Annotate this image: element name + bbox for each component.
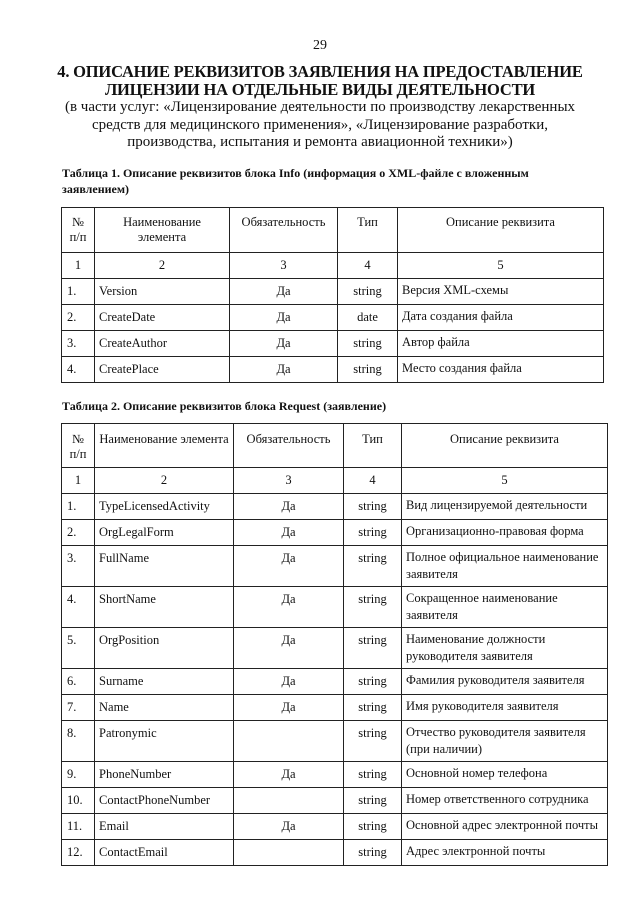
- description-cell: Вид лицензируемой деятельности: [402, 494, 608, 520]
- type-cell: string: [344, 762, 402, 788]
- table-row: [62, 814, 608, 840]
- required-cell: Да: [234, 587, 344, 628]
- required-cell: [234, 840, 344, 866]
- description-cell: Место создания файла: [398, 357, 604, 383]
- table-row: [62, 279, 604, 305]
- type-cell: string: [344, 587, 402, 628]
- table-index-row: [62, 468, 608, 494]
- row-number-cell: 12.: [62, 840, 95, 866]
- type-cell: string: [344, 721, 402, 762]
- index-cell: 1: [62, 253, 95, 279]
- table-row: [62, 695, 608, 721]
- type-cell: string: [344, 840, 402, 866]
- section-subtitle-line: средств для медицинского применения», «Лицензирование разработки,: [92, 116, 548, 133]
- header-cell-required: Обязательность: [230, 208, 338, 253]
- description-cell: Автор файла: [398, 331, 604, 357]
- description-cell: Полное официальное наименование заявителя: [402, 546, 608, 587]
- required-cell: Да: [234, 494, 344, 520]
- required-cell: Да: [230, 357, 338, 383]
- type-cell: string: [344, 628, 402, 669]
- index-cell: 2: [95, 468, 234, 494]
- table-row: [62, 762, 608, 788]
- section-subtitle: [50, 99, 590, 152]
- description-cell: Имя руководителя заявителя: [402, 695, 608, 721]
- element-name-cell: ContactEmail: [95, 840, 234, 866]
- index-cell: 3: [230, 253, 338, 279]
- section-subtitle-line: производства, испытания и ремонта авиационной техники»): [127, 134, 513, 150]
- row-number-cell: 7.: [62, 695, 95, 721]
- description-cell: Дата создания файла: [398, 305, 604, 331]
- required-cell: Да: [234, 814, 344, 840]
- element-name-cell: Name: [95, 695, 234, 721]
- table-row: [62, 305, 604, 331]
- row-number-cell: 4.: [62, 357, 95, 383]
- required-cell: [234, 788, 344, 814]
- index-cell: 2: [95, 253, 230, 279]
- element-name-cell: Patronymic: [95, 721, 234, 762]
- element-name-cell: Email: [95, 814, 234, 840]
- page-number: 29: [313, 38, 327, 53]
- element-name-cell: ContactPhoneNumber: [95, 788, 234, 814]
- element-name-cell: FullName: [95, 546, 234, 587]
- table-header-row: [62, 208, 604, 253]
- description-cell: Фамилия руководителя заявителя: [402, 669, 608, 695]
- type-cell: string: [344, 788, 402, 814]
- index-cell: 4: [344, 468, 402, 494]
- section-title-line: 4. ОПИСАНИЕ РЕКВИЗИТОВ ЗАЯВЛЕНИЯ НА ПРЕДОСТАВЛЕНИЕ: [57, 62, 583, 81]
- header-cell-required: Обязательность: [234, 424, 344, 468]
- description-cell: Наименование должности руководителя заявителя: [402, 628, 608, 669]
- header-cell-number: № п/п: [62, 208, 95, 253]
- table-row: [62, 331, 604, 357]
- required-cell: Да: [230, 331, 338, 357]
- description-cell: Сокращенное наименование заявителя: [402, 587, 608, 628]
- element-name-cell: Version: [95, 279, 230, 305]
- type-cell: date: [338, 305, 398, 331]
- row-number-cell: 11.: [62, 814, 95, 840]
- table-index-row: [62, 253, 604, 279]
- required-cell: Да: [230, 305, 338, 331]
- row-number-cell: 2.: [62, 305, 95, 331]
- table-row: [62, 587, 608, 628]
- table-header-row: [62, 424, 608, 468]
- table-row: [62, 840, 608, 866]
- required-cell: Да: [234, 695, 344, 721]
- row-number-cell: 9.: [62, 762, 95, 788]
- element-name-cell: OrgLegalForm: [95, 520, 234, 546]
- index-cell: 5: [402, 468, 608, 494]
- table-row: [62, 669, 608, 695]
- table2-caption: Таблица 2. Описание реквизитов блока Request (заявление): [62, 399, 387, 413]
- section-title: [40, 63, 600, 99]
- element-name-cell: CreateAuthor: [95, 331, 230, 357]
- row-number-cell: 4.: [62, 587, 95, 628]
- row-number-cell: 10.: [62, 788, 95, 814]
- table2: [61, 423, 608, 866]
- section-subtitle-line: (в части услуг: «Лицензирование деятельности по производству лекарственных: [64, 99, 576, 115]
- row-number-cell: 6.: [62, 669, 95, 695]
- type-cell: string: [344, 669, 402, 695]
- index-cell: 1: [62, 468, 95, 494]
- table2-body: [62, 494, 608, 866]
- table-row: [62, 788, 608, 814]
- type-cell: string: [344, 814, 402, 840]
- required-cell: Да: [234, 628, 344, 669]
- table-row: [62, 520, 608, 546]
- table1-caption: [62, 165, 607, 197]
- table1-caption-line: заявлением): [62, 182, 130, 196]
- row-number-cell: 2.: [62, 520, 95, 546]
- row-number-cell: 5.: [62, 628, 95, 669]
- header-cell-description: Описание реквизита: [398, 208, 604, 253]
- table-row: [62, 546, 608, 587]
- required-cell: [234, 721, 344, 762]
- required-cell: Да: [234, 669, 344, 695]
- required-cell: Да: [234, 520, 344, 546]
- element-name-cell: PhoneNumber: [95, 762, 234, 788]
- header-cell-name: Наименование элемента: [95, 424, 234, 468]
- type-cell: string: [344, 520, 402, 546]
- element-name-cell: Surname: [95, 669, 234, 695]
- description-cell: Основной адрес электронной почты: [402, 814, 608, 840]
- table-row: [62, 628, 608, 669]
- element-name-cell: TypeLicensedActivity: [95, 494, 234, 520]
- element-name-cell: CreateDate: [95, 305, 230, 331]
- table-row: [62, 494, 608, 520]
- description-cell: Адрес электронной почты: [402, 840, 608, 866]
- section-title-line: ЛИЦЕНЗИИ НА ОТДЕЛЬНЫЕ ВИДЫ ДЕЯТЕЛЬНОСТИ: [104, 80, 536, 99]
- table1-body: [62, 279, 604, 383]
- header-cell-type: Тип: [344, 424, 402, 468]
- table-row: [62, 357, 604, 383]
- required-cell: Да: [234, 546, 344, 587]
- index-cell: 5: [398, 253, 604, 279]
- element-name-cell: CreatePlace: [95, 357, 230, 383]
- type-cell: string: [344, 546, 402, 587]
- header-cell-description: Описание реквизита: [402, 424, 608, 468]
- type-cell: string: [338, 331, 398, 357]
- row-number-cell: 3.: [62, 546, 95, 587]
- required-cell: Да: [234, 762, 344, 788]
- type-cell: string: [344, 494, 402, 520]
- description-cell: Версия XML-схемы: [398, 279, 604, 305]
- row-number-cell: 1.: [62, 279, 95, 305]
- required-cell: Да: [230, 279, 338, 305]
- row-number-cell: 8.: [62, 721, 95, 762]
- description-cell: Отчество руководителя заявителя (при наличии): [402, 721, 608, 762]
- table1-caption-line: Таблица 1. Описание реквизитов блока Info (информация о XML-файле с вложенным: [62, 166, 529, 180]
- type-cell: string: [338, 357, 398, 383]
- row-number-cell: 1.: [62, 494, 95, 520]
- row-number-cell: 3.: [62, 331, 95, 357]
- header-cell-name: Наименование элемента: [95, 208, 230, 253]
- type-cell: string: [344, 695, 402, 721]
- element-name-cell: OrgPosition: [95, 628, 234, 669]
- table-row: [62, 721, 608, 762]
- header-cell-number: № п/п: [62, 424, 95, 468]
- description-cell: Основной номер телефона: [402, 762, 608, 788]
- header-cell-type: Тип: [338, 208, 398, 253]
- element-name-cell: ShortName: [95, 587, 234, 628]
- type-cell: string: [338, 279, 398, 305]
- description-cell: Организационно-правовая форма: [402, 520, 608, 546]
- index-cell: 3: [234, 468, 344, 494]
- description-cell: Номер ответственного сотрудника: [402, 788, 608, 814]
- table1: [61, 207, 604, 383]
- index-cell: 4: [338, 253, 398, 279]
